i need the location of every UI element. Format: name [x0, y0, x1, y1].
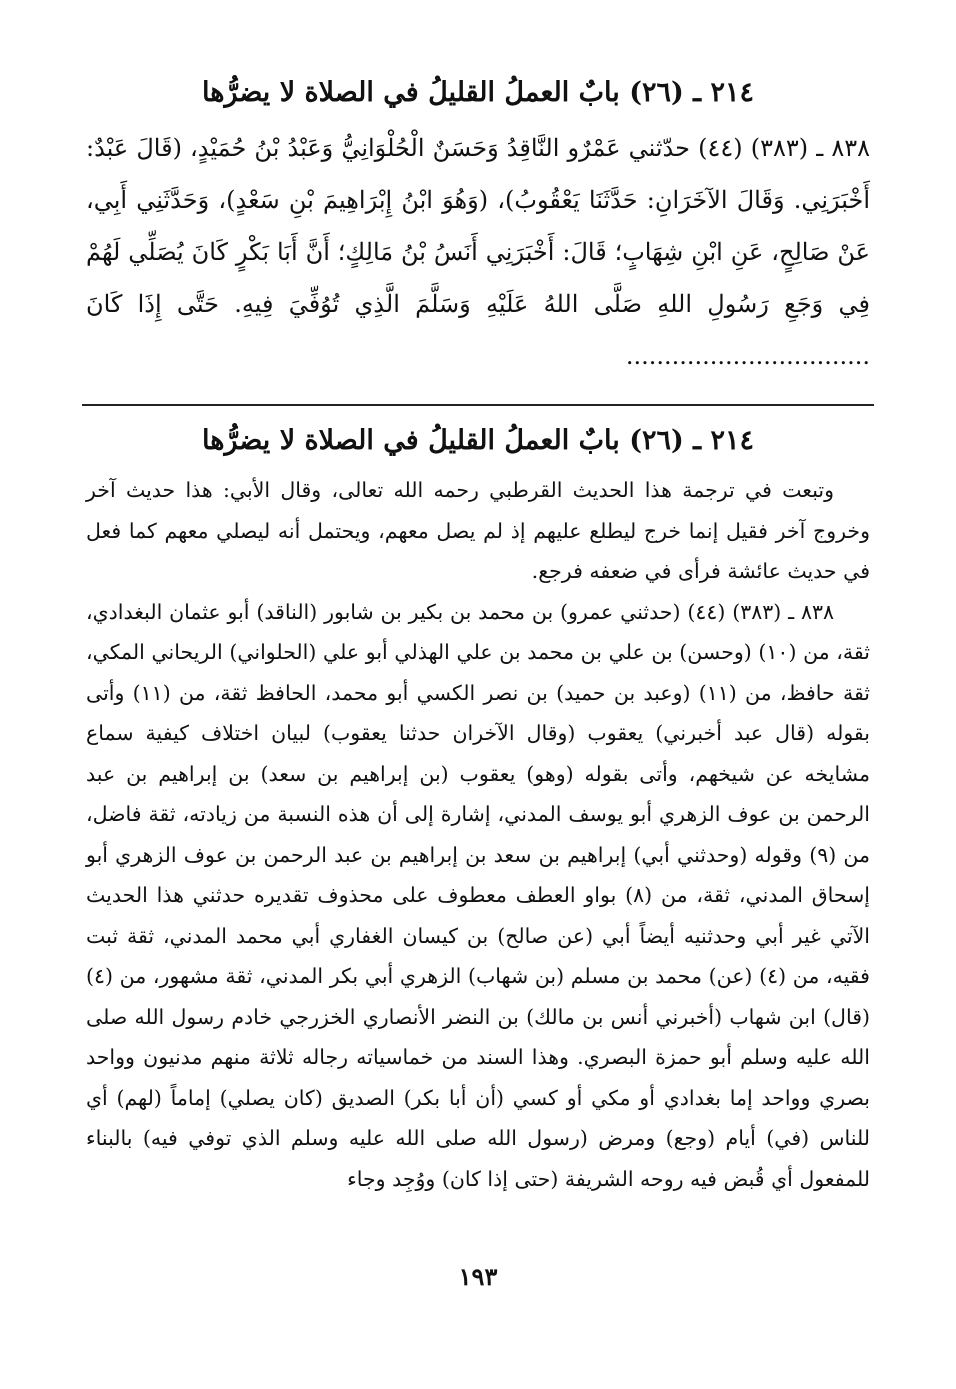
chapter-title: ٢١٤ ـ (٢٦) بابٌ العملُ القليلُ في الصلاة لا يضرُّها: [202, 77, 754, 108]
hadith-text: [86, 122, 870, 382]
commentary-title: ٢١٤ ـ (٢٦) بابٌ العملُ القليلُ في الصلاة لا يضرُّها: [202, 425, 754, 456]
commentary-paragraph-1: وتبعت في ترجمة هذا الحديث القرطبي رحمه الله تعالى، وقال الأبي: هذا حديث آخر وخروج آخر فقيل إنما خرج ليطلع عليهم إذ لم يصل معهم، ويحتمل أنه ليصلي معهم كما فعل في حديث عائشة فرأى في ضعفه فرجع.: [86, 478, 870, 583]
commentary-section: [86, 418, 870, 1199]
ellipsis-dots: ................................: [625, 342, 870, 370]
hadith-body: ٨٣٨ ـ (٣٨٣) (٤٤) حدّثني عَمْرٌو النَّاقِدُ وَحَسَنٌ الْحُلْوَانِيُّ وَعَبْدُ بْنُ حُمَيْدٍ، (قَالَ عَبْدٌ: أَخْبَرَنِي. وَقَالَ الآخَرَانِ: حَدَّثَنَا يَعْقُوبُ)، (وَهُوَ ابْنُ إِبْرَاهِيمَ بْنِ سَعْدٍ)، وَحَدَّثَنِي أَبِي، عَنْ صَالِحٍ، عَنِ ابْنِ شِهَابٍ؛ قَالَ: أَخْبَرَنِي أَنَسُ بْنُ مَالِكٍ؛ أَنَّ أَبَا بَكْرٍ كَانَ يُصَلِّي لَهُمْ فِي وَجَعِ رَسُولِ اللهِ صَلَّى اللهُ عَلَيْهِ وَسَلَّمَ الَّذِي تُوُفِّيَ فِيهِ. حَتَّى إِذَا كَانَ: [86, 134, 870, 318]
commentary-paragraph-2: ٨٣٨ ـ (٣٨٣) (٤٤) (حدثني عمرو) بن محمد بن بكير بن شابور (الناقد) أبو عثمان البغدادي، ثقة، من (١٠) (وحسن) بن علي بن محمد بن علي الهذلي أبو علي (الحلواني) الريحاني المكي، ثقة حافظ، من (١١) (وعبد بن حميد) بن نصر الكسي أبو محمد، الحافظ ثقة، من (١١) وأتى بقوله (قال عبد أخبرني) يعقوب (وقال الآخران حدثنا يعقوب) لبيان اختلاف كيفية سماع مشايخه عن شيخهم، وأتى بقوله (وهو) يعقوب (بن إبراهيم بن سعد) بن إبراهيم بن عبد الرحمن بن عوف الزهري أبو يوسف المدني، إشارة إلى أن هذه النسبة من زيادته، ثقة فاضل، من (٩) وقوله (وحدثني أبي) إبراهيم بن سعد بن إبراهيم بن عبد الرحمن بن عوف الزهري أبو إسحاق المدني، ثقة، من (٨) بواو العطف معطوف على محذوف تقديره حدثني هذا الحديث الآتي غير أبي وحدثنيه أيضاً أبي (عن صالح) بن كيسان الغفاري أبي محمد المدني، ثقة ثبت فقيه، من (٤) (عن) محمد بن مسلم (بن شهاب) الزهري أبي بكر المدني، ثقة مشهور، من (٤) (قال) ابن شهاب (أخبرني أنس بن مالك) بن النضر الأنصاري الخزرجي خادم رسول الله صلى الله عليه وسلم أبو حمزة البصري. وهذا السند من خماسياته رجاله ثلاثة منهم مدنيون وواحد بصري وواحد إما بغدادي أو مكي أو كسي (أن أبا بكر) الصديق (كان يصلي) إماماً (لهم) أي للناس (في) أيام (وجع) ومرض (رسول الله صلى الله عليه وسلم الذي توفي فيه) بالبناء للمفعول أي قُبض فيه روحه الشريفة (حتى إذا كان) ووُجِد وجاء: [86, 599, 871, 1191]
section-divider: [82, 404, 874, 406]
page-number: ١٩٣: [458, 1262, 498, 1291]
